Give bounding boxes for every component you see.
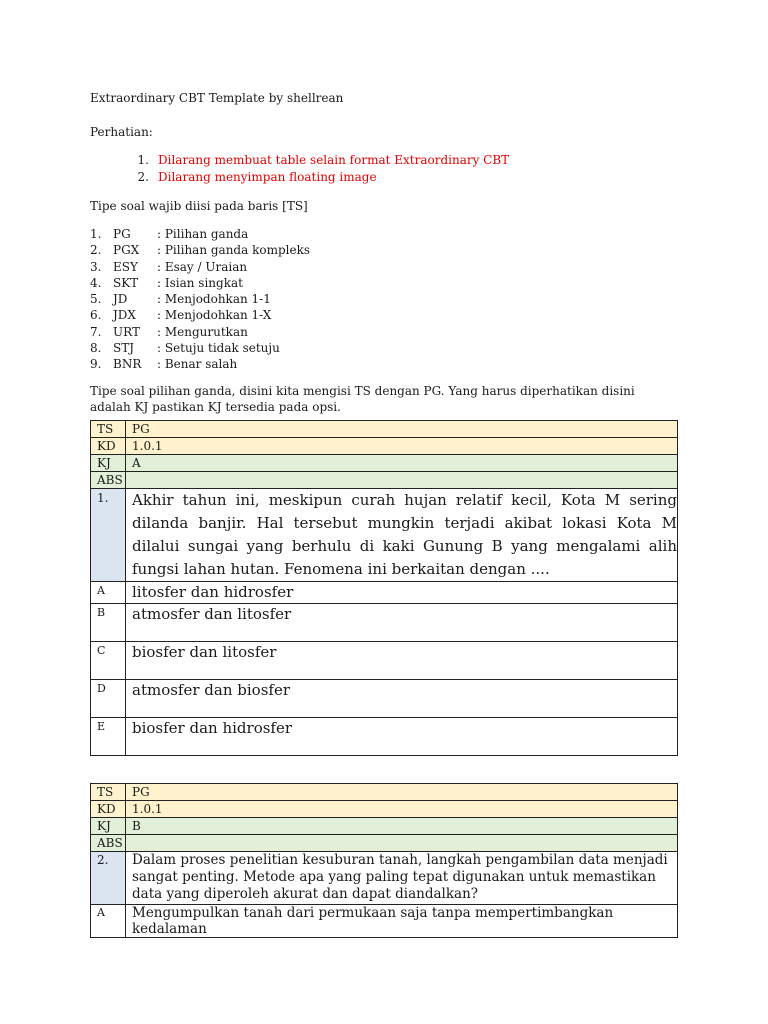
list-item: 3. ESY : Esay / Uraian xyxy=(90,259,248,274)
table-row xyxy=(91,581,678,603)
abs-value xyxy=(126,834,678,851)
table-row xyxy=(91,420,678,437)
question-table-2 xyxy=(90,783,678,938)
warning-text: Dilarang membuat table selain format Extraordinary CBT xyxy=(158,153,510,167)
list-item: 7. URT : Mengurutkan xyxy=(90,324,248,339)
warning-list xyxy=(90,152,678,186)
table-row xyxy=(91,454,678,471)
document-page xyxy=(90,88,678,938)
list-item: 4. SKT : Isian singkat xyxy=(90,275,243,290)
kj-value: A xyxy=(126,454,678,471)
question-stem: Dalam proses penelitian kesuburan tanah, langkah pengambilan data menjadi sangat penting. Metode apa yang paling tepat digunakan untuk memastikan data yang diperoleh akurat dan dapat diandalkan? xyxy=(126,851,678,904)
kd-value: 1.0.1 xyxy=(126,800,678,817)
list-item xyxy=(90,152,678,169)
table-row xyxy=(91,851,678,904)
table-row xyxy=(91,679,678,717)
abs-label: ABS xyxy=(91,471,126,488)
table-row xyxy=(91,471,678,488)
question-number: 2. xyxy=(91,851,126,904)
ts-value: PG xyxy=(126,420,678,437)
abs-value xyxy=(126,471,678,488)
option-text: Mengumpulkan tanah dari permukaan saja tanpa mempertimbangkan kedalaman xyxy=(126,904,678,937)
list-item: 6. JDX : Menjodohkan 1-X xyxy=(90,308,272,323)
list-item: 9. BNR : Benar salah xyxy=(90,357,238,372)
list-item: 2. PGX : Pilihan ganda kompleks xyxy=(90,243,311,258)
kj-label: KJ xyxy=(91,817,126,834)
pg-intro: Tipe soal pilihan ganda, disini kita mengisi TS dengan PG. Yang harus diperhatikan disini adalah KJ pastikan KJ tersedia pada opsi. xyxy=(90,383,635,415)
list-number: 2. xyxy=(137,170,149,184)
question-number: 1. xyxy=(91,488,126,581)
table-row xyxy=(91,817,678,834)
attention-label: Perhatian: xyxy=(90,125,153,139)
question-table-1 xyxy=(90,420,678,756)
kd-label: KD xyxy=(91,800,126,817)
warning-text: Dilarang menyimpan floating image xyxy=(158,170,377,184)
ts-label: TS xyxy=(91,420,126,437)
question-type-list xyxy=(90,226,678,373)
table-row xyxy=(91,603,678,641)
list-item: 8. STJ : Setuju tidak setuju xyxy=(90,341,280,356)
document-title: Extraordinary CBT Template by shellrean xyxy=(90,91,344,105)
option-text: biosfer dan hidrosfer xyxy=(126,717,678,755)
kd-label: KD xyxy=(91,437,126,454)
option-label: D xyxy=(91,679,126,717)
table-row xyxy=(91,904,678,937)
list-item: 1. PG : Pilihan ganda xyxy=(90,227,249,241)
kd-value: 1.0.1 xyxy=(126,437,678,454)
list-number: 1. xyxy=(137,153,149,167)
option-label: E xyxy=(91,717,126,755)
option-text: atmosfer dan litosfer xyxy=(126,603,678,641)
ts-label: TS xyxy=(91,783,126,800)
option-text: atmosfer dan biosfer xyxy=(126,679,678,717)
table-row xyxy=(91,834,678,851)
kj-label: KJ xyxy=(91,454,126,471)
table-row xyxy=(91,641,678,679)
question-stem: Akhir tahun ini, meskipun curah hujan relatif kecil, Kota M sering dilanda banjir. Hal tersebut mungkin terjadi akibat lokasi Kota M dilalui sungai yang berhulu di kaki Gunung B yang mengalami alih fungsi lahan hutan. Fenomena ini berkaitan dengan .... xyxy=(126,488,678,581)
list-item xyxy=(90,169,678,186)
kj-value: B xyxy=(126,817,678,834)
table-row xyxy=(91,717,678,755)
table-row xyxy=(91,437,678,454)
option-label: B xyxy=(91,603,126,641)
option-label: A xyxy=(91,904,126,937)
option-label: A xyxy=(91,581,126,603)
table-row xyxy=(91,800,678,817)
option-text: biosfer dan litosfer xyxy=(126,641,678,679)
ts-value: PG xyxy=(126,783,678,800)
abs-label: ABS xyxy=(91,834,126,851)
option-text: litosfer dan hidrosfer xyxy=(126,581,678,603)
list-item: 5. JD : Menjodohkan 1-1 xyxy=(90,292,271,307)
table-row xyxy=(91,783,678,800)
types-intro: Tipe soal wajib diisi pada baris [TS] xyxy=(90,199,308,213)
table-row xyxy=(91,488,678,581)
option-label: C xyxy=(91,641,126,679)
